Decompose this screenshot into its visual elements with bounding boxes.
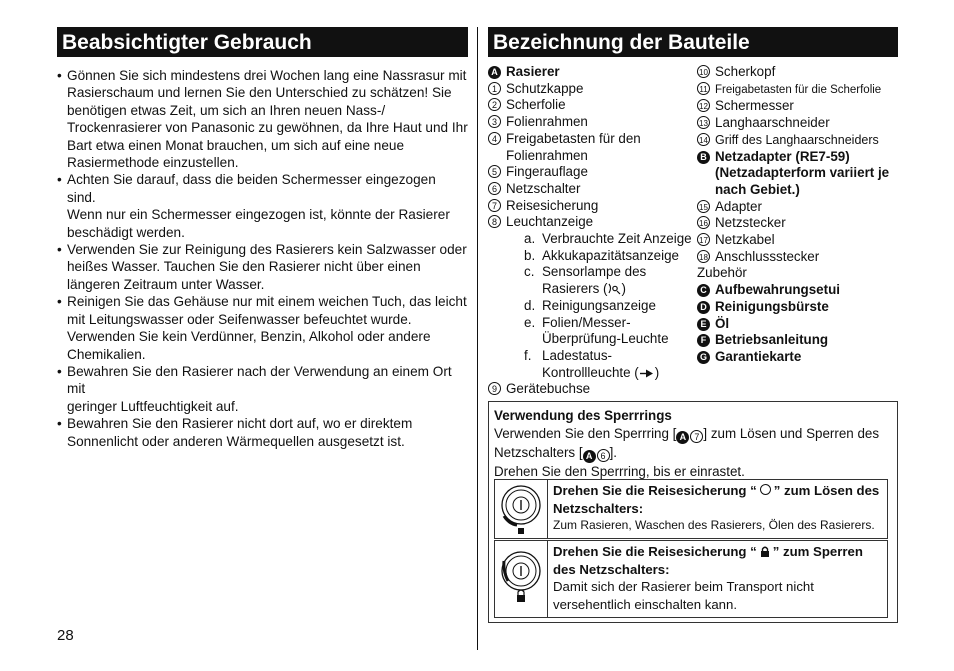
section-title-parts: Bezeichnung der Bauteile (488, 27, 898, 57)
group-header-adapter-line: nach Gebiet.) (715, 181, 800, 197)
circled-number: 2 (488, 98, 501, 111)
letter-badge: C (697, 284, 710, 297)
right-column (488, 27, 898, 612)
circled-number: 13 (697, 116, 710, 129)
parts-list-adapter-accessories (697, 64, 902, 366)
part-item: 11 Freigabetasten für die Scherfolie (697, 81, 902, 99)
circled-number: 10 (697, 65, 710, 78)
part-item: 7 Reisesicherung (488, 198, 698, 215)
indicator-item: f. Ladestatus- (524, 347, 612, 363)
letter-badge: F (697, 334, 710, 347)
unlock-dial-illustration (495, 480, 548, 538)
circled-number: 14 (697, 133, 710, 146)
letter-badge: B (697, 151, 710, 164)
unlock-circle-icon (760, 484, 771, 495)
locked-dial-icon (495, 541, 547, 617)
bullet-item: • Reinigen Sie das Gehäuse nur mit einem weichen Tuch, das leicht mit Leitungswasser oder Seifenwasser befeuchtet wurde. Verwenden Sie kein Verdünner, Benzin, Alkohol oder andere Chemikalien. (57, 293, 468, 363)
bullet-list (57, 67, 468, 450)
unlocked-dial-icon (495, 480, 547, 538)
part-item: 6 Netzschalter (488, 181, 698, 198)
circled-number: 1 (488, 82, 501, 95)
charge-plug-icon (639, 368, 655, 379)
accessory-item: D Reinigungsbürste (697, 299, 902, 316)
bullet-item: • Gönnen Sie sich mindestens drei Wochen lang eine Nassrasur mit Rasierschaum und lernen Sie den Unterschied zu schätzen! Sie benötigen etwas Zeit, um sich an Ihren neuen Nass-/ Trockenrasierer von Panasonic zu gewöhnen, da Ihre Haut und Ihr Bart etwa einen Monat brauchen, um sich auf eine neue Rasiermethode einzustellen. (57, 67, 468, 171)
lock-icon (759, 545, 771, 558)
group-header-shaver: A Rasierer (488, 64, 698, 81)
group-header-adapter-line: (Netzadapterform variiert je (715, 165, 890, 181)
bullet-item: • Verwenden Sie zur Reinigung des Rasierers kein Salzwasser oder heißes Wasser. Tauchen Sie den Rasierer nicht über einen längeren Zeitraum unter Wasser. (57, 241, 468, 293)
indicator-item: d. Reinigungsanzeige (524, 297, 656, 313)
lock-instruction: Drehen Sie die Reisesicherung “ ” zum Sperren des Netzschalters: Damit sich der Rasierer beim Transport nicht versehentlich einschalten kann. (494, 540, 888, 618)
circled-number: 6 (488, 182, 501, 195)
lock-dial-illustration (495, 541, 548, 617)
left-column (57, 27, 468, 449)
part-item: 10 Scherkopf (697, 64, 902, 81)
part-item: 8 Leuchtanzeige (488, 214, 698, 231)
part-item: 4 Freigabetasten für den (488, 131, 698, 148)
circled-number: 3 (488, 115, 501, 128)
indicator-item: c. Sensorlampe des (524, 264, 647, 280)
page-number: 28 (57, 627, 74, 644)
letter-badge: G (697, 351, 710, 364)
section-title-intended-use: Beabsichtigter Gebrauch (57, 27, 468, 57)
lock-ring-text-line: Netzschalters [ A 6 ]. (494, 444, 618, 461)
indicator-item: b. Akkukapazitätsanzeige (524, 247, 679, 263)
circled-number: 4 (488, 132, 501, 145)
part-item: 5 Fingerauflage (488, 164, 698, 181)
circled-number: 12 (697, 99, 710, 112)
lock-ring-title: Verwendung des Sperrrings (494, 408, 672, 423)
part-item-continued: Folienrahmen (506, 147, 588, 163)
column-divider (477, 27, 478, 650)
part-item: 15 Adapter (697, 199, 902, 216)
accessory-item: G Garantiekarte (697, 349, 902, 366)
unlock-instruction: Drehen Sie die Reisesicherung “ ” zum Lösen des Netzschalters: Zum Rasieren, Waschen des Rasierers, Ölen des Rasierers. (494, 479, 888, 539)
bullet-item: • Bewahren Sie den Rasierer nach der Verwendung an einem Ort mit geringer Luftfeuchtigkeit auf. (57, 363, 468, 415)
indicator-item-continued: Rasierers ( ) (542, 281, 626, 297)
bullet-item: • Achten Sie darauf, dass die beiden Schermesser eingezogen sind. Wenn nur ein Schermesser eingezogen ist, könnte der Rasierer beschädigt werden. (57, 171, 468, 241)
letter-badge: A (676, 431, 689, 444)
part-item: 3 Folienrahmen (488, 114, 698, 131)
circled-number: 16 (697, 216, 710, 229)
lock-ring-box (488, 401, 898, 623)
circled-number: 11 (697, 82, 710, 95)
letter-badge: A (583, 450, 596, 463)
part-item: 16 Netzstecker (697, 215, 902, 232)
part-item: 12 Schermesser (697, 98, 902, 115)
indicator-item: e. Folien/Messer- (524, 314, 631, 330)
part-item: 18 Anschlussstecker (697, 249, 902, 266)
part-item: 1 Schutzkappe (488, 81, 698, 98)
part-item: 2 Scherfolie (488, 97, 698, 114)
circled-number: 6 (597, 449, 610, 462)
indicator-item: a. Verbrauchte Zeit Anzeige (524, 231, 692, 247)
part-item: 13 Langhaarschneider (697, 115, 902, 132)
circled-number: 8 (488, 215, 501, 228)
circled-number: 7 (488, 199, 501, 212)
circled-number: 7 (690, 430, 703, 443)
accessory-item: C Aufbewahrungsetui (697, 282, 902, 299)
accessory-item: E Öl (697, 316, 902, 333)
letter-badge: E (697, 318, 710, 331)
part-item: 14 Griff des Langhaarschneiders (697, 132, 902, 149)
indicator-item-continued: Kontrollleuchte ( ) (542, 364, 660, 380)
accessory-item: F Betriebsanleitung (697, 332, 902, 349)
part-item: 9 Gerätebuchse (488, 381, 698, 398)
letter-badge: D (697, 301, 710, 314)
lock-ring-text-line: Verwenden Sie den Sperrring [ A 7 ] zum Lösen und Sperren des (494, 425, 880, 442)
circled-number: 9 (488, 382, 501, 395)
bullet-item: • Bewahren Sie den Rasierer nicht dort auf, wo er direktem Sonnenlicht oder anderen Wärmequellen ausgesetzt ist. (57, 415, 468, 450)
parts-list-shaver (488, 64, 698, 398)
accessories-heading: Zubehör (697, 265, 747, 281)
lock-ring-text-line: Drehen Sie den Sperrring, bis er einrastet. (494, 463, 745, 479)
circled-number: 17 (697, 233, 710, 246)
sensor-icon (607, 282, 621, 295)
part-item: 17 Netzkabel (697, 232, 902, 249)
circled-number: 15 (697, 200, 710, 213)
indicator-item-continued: Überprüfung-Leuchte (542, 331, 669, 347)
circled-number: 18 (697, 250, 710, 263)
letter-badge: A (488, 66, 501, 79)
group-header-adapter: B Netzadapter (RE7-59) (697, 149, 902, 166)
circled-number: 5 (488, 165, 501, 178)
